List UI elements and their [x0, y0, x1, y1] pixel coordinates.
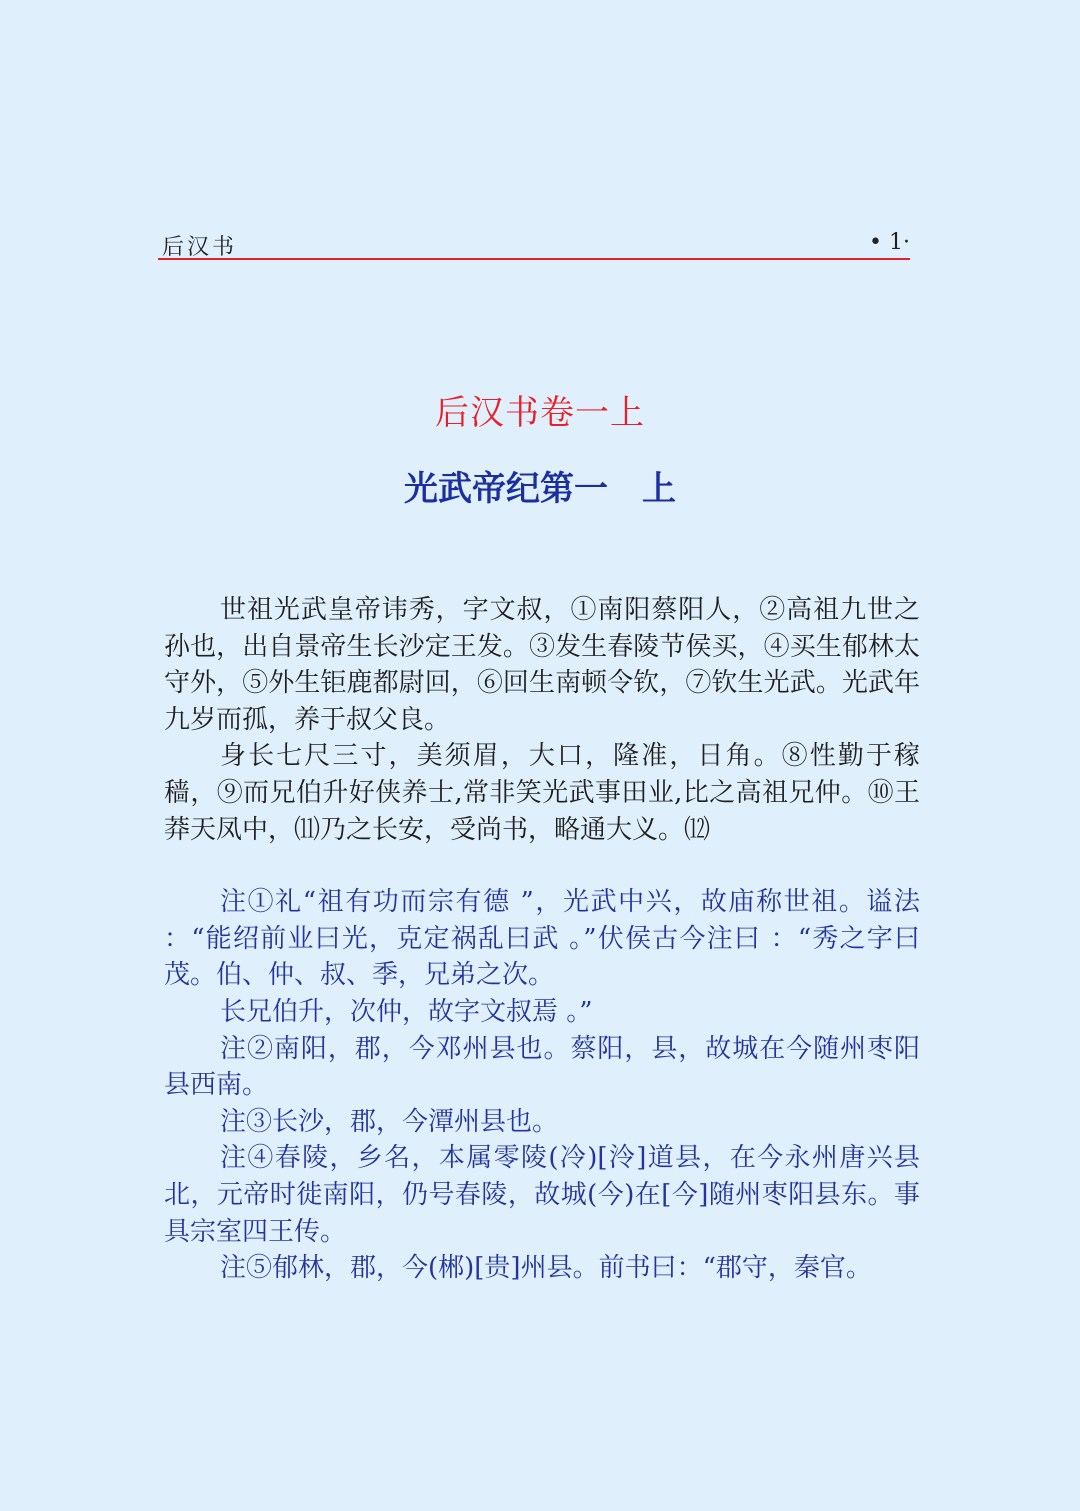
- note-paragraph: 注②南阳，郡，今邓州县也。蔡阳，县，故城在今随州枣阳县西南。: [164, 1033, 920, 1101]
- main-paragraph: 身长七尺三寸，美须眉，大口，隆准，日角。⑧性勤于稼穑，⑨而兄伯升好侠养士,常非笑光武事田业,比之高祖兄仲。⑩王莽天凤中，⑾乃之长安，受尚书，略通大义。⑿: [164, 741, 920, 845]
- main-text: [164, 592, 920, 848]
- note-paragraph: 注④春陵，乡名，本属零陵(冷)[泠]道县，在今永州唐兴县北，元帝时徙南阳，仍号春陵，故城(今)在[今]随州枣阳县东。事具宗室四王传。: [164, 1143, 920, 1247]
- main-paragraph: 世祖光武皇帝讳秀，字文叔，①南阳蔡阳人，②高祖九世之孙也，出自景帝生长沙定王发。③发生春陵节侯买，④买生郁林太守外，⑤外生钜鹿都尉回，⑥回生南顿令钦，⑦钦生光武。光武年九岁而孤，养于叔父良。: [164, 595, 920, 735]
- note-paragraph: 注③长沙，郡，今潭州县也。: [220, 1106, 559, 1137]
- page-number: • 1·: [869, 230, 910, 255]
- note-paragraph: 注⑤郁林，郡，今(郴)[贵]州县。前书曰：“郡守，秦官。: [220, 1253, 872, 1284]
- volume-title: 后汉书卷一上: [435, 393, 645, 433]
- chapter-title: 光武帝纪第一 上: [404, 469, 676, 509]
- note-paragraph: 长兄伯升，次仲，故字文叔焉 。”: [220, 996, 593, 1027]
- annotations: [164, 884, 920, 1287]
- header-rule: [158, 258, 910, 260]
- running-header-title: 后汉书: [162, 235, 238, 260]
- note-paragraph: 注①礼“祖有功而宗有德 ”，光武中兴，故庙称世祖。谥法 ：“能绍前业曰光，克定祸乱曰武 。”伏侯古今注曰 ：“秀之字曰茂。伯、仲、叔、季，兄弟之次。: [164, 887, 920, 991]
- body-text: [164, 592, 920, 1287]
